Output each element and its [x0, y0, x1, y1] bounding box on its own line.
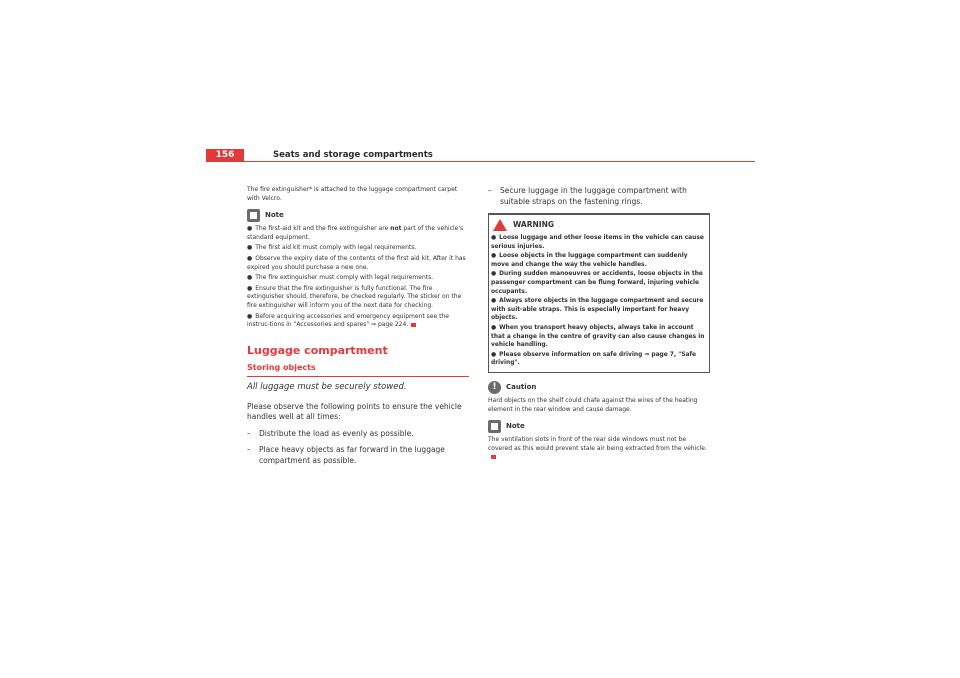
steps-list [247, 429, 469, 467]
note-item: ● Ensure that the fire extinguisher is fully functional. The fire extinguisher should, therefore, be checked regularly. The sticker on the fire extinguisher will inform you of the next date for checking. [247, 284, 462, 309]
caution-text: Hard objects on the shelf could chafe against the wires of the heating element in the rear window and cause damage. [488, 396, 698, 413]
warning-heading [489, 215, 709, 234]
step-item: – Place heavy objects as far forward in the luggage compartment as possible. [247, 445, 445, 465]
bullet-icon: ● [247, 274, 253, 282]
note-icon [488, 420, 501, 433]
bullet-icon: ● [247, 244, 253, 252]
caution-heading [488, 381, 710, 394]
steps-list-continued [488, 186, 710, 207]
bullet-icon: ● [247, 284, 253, 292]
subsection-title: Storing objects [247, 364, 469, 377]
bullet-icon: ● [247, 312, 253, 320]
end-of-section-icon [411, 323, 416, 327]
warning-item: ● During sudden manoeuvres or accidents, loose objects in the passenger compartment can be flung forward, injuring vehicle occupants. [491, 271, 703, 295]
bullet-icon: ● [491, 298, 497, 305]
bullet-icon: ● [247, 225, 253, 233]
caution-icon: ! [488, 381, 501, 394]
bullet-icon: ● [491, 351, 497, 358]
note-heading [488, 420, 710, 433]
note-list [247, 225, 469, 330]
note-item: ● Before acquiring accessories and emergency equipment see the instruc-tions in "Accessories and spares" ⇒ page 224. [247, 312, 449, 329]
note-text: The ventilation slots in front of the rear side windows must not be covered as this would prevent stale air being extracted from the vehicle. [488, 436, 710, 462]
left-column [247, 186, 469, 472]
section-title: Luggage compartment [247, 343, 388, 357]
note-icon [247, 209, 260, 222]
note-label: Note [506, 422, 525, 431]
bullet-icon: ● [491, 235, 497, 241]
dash-icon: – [488, 186, 492, 195]
warning-item: ● When you transport heavy objects, always take in account that a change in the centre of gravity can also cause changes in vehicle handling. [491, 324, 705, 349]
running-title: Seats and storage compartments [273, 150, 433, 160]
warning-label: WARNING [513, 219, 555, 229]
lead-text: All luggage must be securely stowed. [247, 381, 407, 392]
warning-box [488, 213, 710, 373]
note-label: Note [265, 211, 284, 220]
note-item: ● The first-aid kit and the fire extinguisher are not part of the vehicle's standard equipment. [247, 225, 464, 241]
warning-item: ● Please observe information on safe driving ⇒ page 7, "Safe driving". [491, 351, 697, 367]
warning-item: ● Loose luggage and other loose items in the vehicle can cause serious injuries. [491, 235, 704, 250]
note-item: ● The fire extinguisher must comply with legal requirements. [247, 274, 434, 282]
warning-list [489, 234, 709, 368]
note-heading [247, 209, 469, 222]
warning-item: ● Always store objects in the luggage compartment and secure with suit-able straps. This is especially important for heavy objects. [491, 298, 704, 322]
intro-text: The fire extinguisher* is attached to the luggage compartment carpet with Velcro. [247, 186, 458, 202]
step-item: – Distribute the load as evenly as possible. [247, 428, 414, 438]
bullet-icon: ● [491, 271, 497, 278]
end-of-section-icon [491, 455, 496, 459]
body-text: Please observe the following points to ensure the vehicle handles well at all times: [247, 401, 462, 421]
step-item: – Secure luggage in the luggage compartment with suitable straps on the fastening rings. [488, 186, 687, 206]
note-item: ● The first aid kit must comply with legal requirements. [247, 244, 417, 252]
right-column [488, 186, 710, 468]
page-number: 156 [206, 149, 244, 162]
note-item: ● Observe the expiry date of the contents of the first aid kit. After it has expired you should purchase a new one. [247, 254, 466, 271]
bullet-icon: ● [491, 253, 497, 260]
warning-triangle-icon [493, 219, 507, 231]
warning-item: ● Loose objects in the luggage compartment can suddenly move and change the way the vehicle handles. [491, 253, 688, 268]
dash-icon: – [247, 428, 251, 438]
bullet-icon: ● [491, 324, 497, 331]
bullet-icon: ● [247, 254, 253, 262]
header-rule [206, 161, 755, 162]
dash-icon: – [247, 445, 251, 454]
caution-label: Caution [506, 383, 537, 392]
